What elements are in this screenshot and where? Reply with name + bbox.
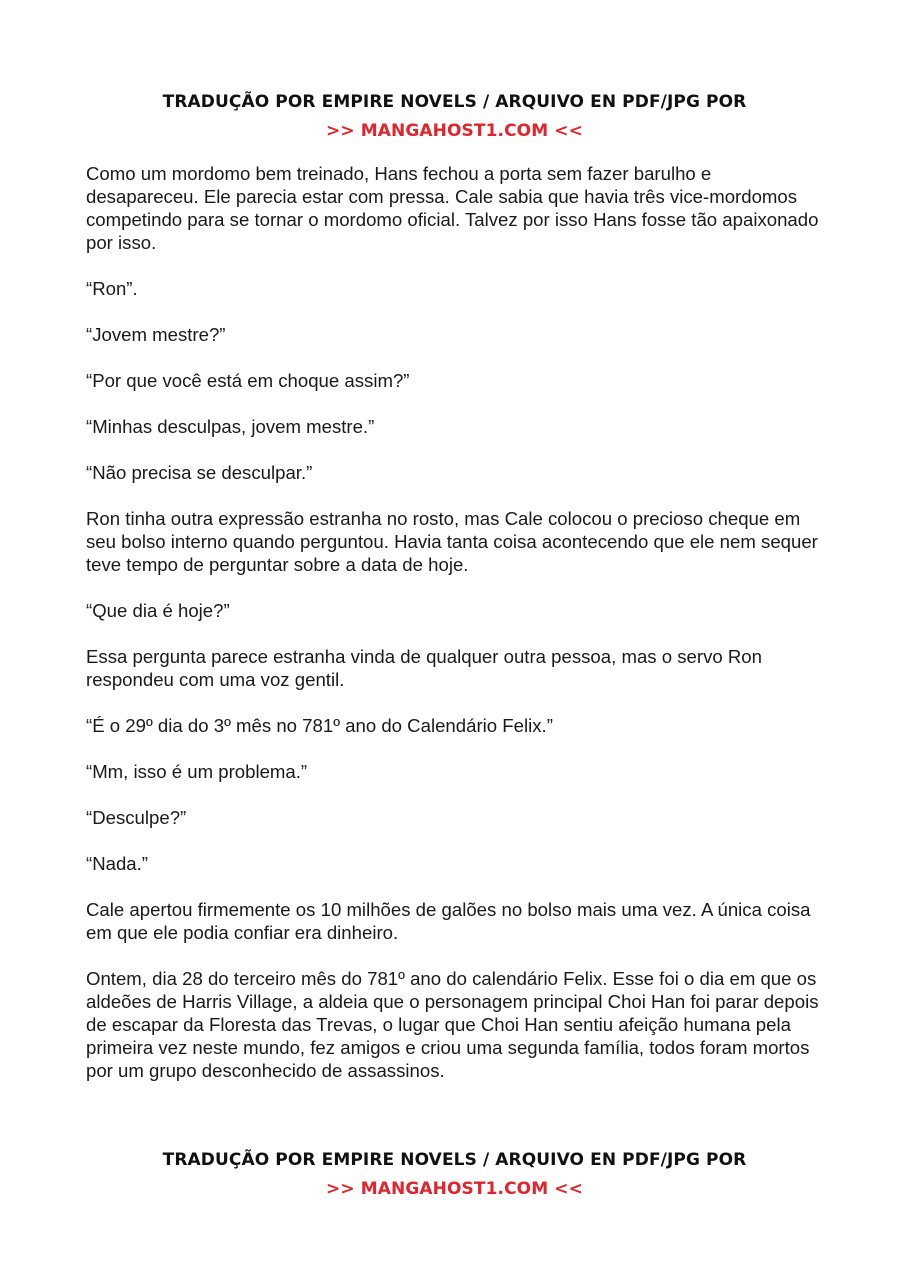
paragraph: “Mm, isso é um problema.” xyxy=(86,761,308,782)
footer-link-line xyxy=(0,1175,909,1204)
paragraph: Ron tinha outra expressão estranha no rosto, mas Cale colocou o precioso cheque em seu bolso interno quando perguntou. Havia tanta coisa acontecendo que ele nem sequer teve tempo de perguntar sobre a data de hoje. xyxy=(86,508,818,575)
footer-credit-text: TRADUÇÃO POR EMPIRE NOVELS / ARQUIVO EN PDF/JPG POR xyxy=(162,1150,747,1170)
header-credit-text: TRADUÇÃO POR EMPIRE NOVELS / ARQUIVO EN PDF/JPG POR xyxy=(162,92,747,112)
paragraph: “É o 29º dia do 3º mês no 781º ano do Calendário Felix.” xyxy=(86,715,553,736)
paragraph: “Jovem mestre?” xyxy=(86,324,226,345)
paragraph: Como um mordomo bem treinado, Hans fechou a porta sem fazer barulho e desapareceu. Ele parecia estar com pressa. Cale sabia que havia três vice-mordomos competindo para se tornar o mordomo oficial. Talvez por isso Hans fosse tão apaixonado por isso. xyxy=(86,163,819,253)
paragraph: “Ron”. xyxy=(86,278,138,299)
header-link-line xyxy=(0,117,909,146)
footer-mangahost-link[interactable]: >> MANGAHOST1.COM << xyxy=(326,1179,583,1199)
paragraph: “Não precisa se desculpar.” xyxy=(86,462,313,483)
story-body xyxy=(86,162,826,1105)
paragraph: “Que dia é hoje?” xyxy=(86,600,230,621)
header-mangahost-link[interactable]: >> MANGAHOST1.COM << xyxy=(326,121,583,141)
footer-banner xyxy=(0,1146,909,1204)
header-banner xyxy=(0,88,909,146)
paragraph: “Desculpe?” xyxy=(86,807,187,828)
paragraph: Ontem, dia 28 do terceiro mês do 781º ano do calendário Felix. Esse foi o dia em que os aldeões de Harris Village, a aldeia que o personagem principal Choi Han foi parar depois de escapar da Floresta das Trevas, o lugar que Choi Han sentiu afeição humana pela primeira vez neste mundo, fez amigos e criou uma segunda família, todos foram mortos por um grupo desconhecido de assassinos. xyxy=(86,968,819,1081)
paragraph: Cale apertou firmemente os 10 milhões de galões no bolso mais uma vez. A única coisa em que ele podia confiar era dinheiro. xyxy=(86,899,811,943)
paragraph: “Por que você está em choque assim?” xyxy=(86,370,410,391)
paragraph: “Minhas desculpas, jovem mestre.” xyxy=(86,416,375,437)
paragraph: Essa pergunta parece estranha vinda de qualquer outra pessoa, mas o servo Ron respondeu com uma voz gentil. xyxy=(86,646,762,690)
paragraph: “Nada.” xyxy=(86,853,149,874)
